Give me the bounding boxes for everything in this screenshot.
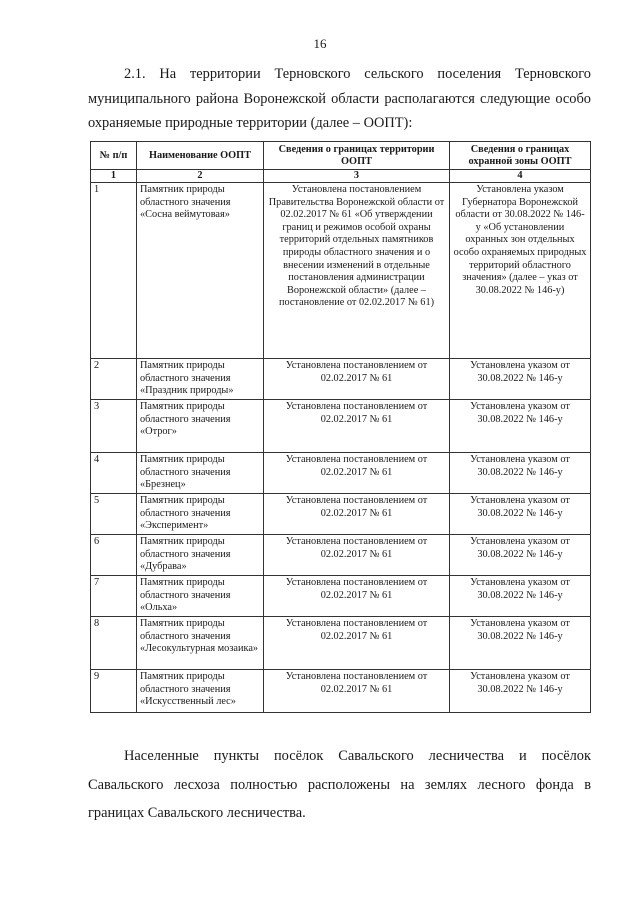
outro-paragraph: Населенные пункты посёлок Савальского лесничества и посёлок Савальского лесхоза полностью расположены на землях лесного фонда в границах Савальского лесничества. [88,748,591,821]
cell-name: Памятник природы областного значения «Сосна веймутовая» [137,183,264,359]
cell-territory: Установлена постановлением от 02.02.2017 № 61 [264,535,450,576]
cell-name: Памятник природы областного значения «Дубрава» [137,535,264,576]
cell-territory: Установлена постановлением от 02.02.2017 № 61 [264,400,450,453]
cell-zone: Установлена указом от 30.08.2022 № 146-у [450,453,591,494]
table-row [91,400,591,453]
cell-number: 5 [91,494,137,535]
cell-territory: Установлена постановлением от 02.02.2017 № 61 [264,453,450,494]
table-body [91,183,591,713]
table-row [91,535,591,576]
table-header-row [91,142,591,170]
cell-number: 9 [91,670,137,713]
cell-zone: Установлена указом от 30.08.2022 № 146-у [450,670,591,713]
table-row [91,359,591,400]
table-row [91,617,591,670]
table-row [91,453,591,494]
header-zone: Сведения о границах охранной зоны ООПТ [450,142,591,170]
cell-territory: Установлена постановлением от 02.02.2017 № 61 [264,617,450,670]
header-territory: Сведения о границах территории ООПТ [264,142,450,170]
table-row [91,183,591,359]
header-num: № п/п [91,142,137,170]
cell-number: 1 [91,183,137,359]
intro-paragraph: 2.1. На территории Терновского сельского поселения Терновского муниципального района Воронежской области располагаются следующие особо охраняемые природные территории (далее – ООПТ): [88,66,591,131]
cell-zone: Установлена указом от 30.08.2022 № 146-у [450,617,591,670]
cell-zone: Установлена указом от 30.08.2022 № 146-у [450,494,591,535]
cell-name: Памятник природы областного значения «Лесокультурная мозаика» [137,617,264,670]
column-number-row [91,170,591,183]
cell-name: Памятник природы областного значения «Ольха» [137,576,264,617]
table-row [91,670,591,713]
cell-territory: Установлена постановлением от 02.02.2017 № 61 [264,670,450,713]
cell-zone: Установлена указом от 30.08.2022 № 146-у [450,535,591,576]
cell-number: 7 [91,576,137,617]
cell-territory: Установлена постановлением от 02.02.2017 № 61 [264,494,450,535]
header-name: Наименование ООПТ [137,142,264,170]
cell-number: 8 [91,617,137,670]
cell-number: 2 [91,359,137,400]
column-number: 2 [137,170,264,183]
cell-name: Памятник природы областного значения «Эксперимент» [137,494,264,535]
cell-zone: Установлена указом от 30.08.2022 № 146-у [450,359,591,400]
cell-name: Памятник природы областного значения «Искусственный лес» [137,670,264,713]
cell-zone: Установлена указом Губернатора Воронежской области от 30.08.2022 № 146-у «Об установлении охранных зон отдельных особо охраняемых природных территорий областного значения» (далее – указ от 30.08.2022 № 146-у) [450,183,591,359]
cell-number: 6 [91,535,137,576]
table-row [91,494,591,535]
cell-name: Памятник природы областного значения «Отрог» [137,400,264,453]
oopt-table [90,141,591,713]
column-number: 1 [91,170,137,183]
cell-zone: Установлена указом от 30.08.2022 № 146-у [450,576,591,617]
cell-name: Памятник природы областного значения «Брезнец» [137,453,264,494]
page-number: 16 [313,36,327,51]
cell-territory: Установлена постановлением от 02.02.2017 № 61 [264,576,450,617]
cell-name: Памятник природы областного значения «Праздник природы» [137,359,264,400]
cell-number: 4 [91,453,137,494]
column-number: 3 [264,170,450,183]
cell-territory: Установлена постановлением Правительства Воронежской области от 02.02.2017 № 61 «Об утверждении границ и режимов особой охраны территорий отдельных памятников природы областного значения и о внесении изменений в отдельные постановления администрации Воронежской области» (далее – постановление от 02.02.2017 № 61) [264,183,450,359]
cell-zone: Установлена указом от 30.08.2022 № 146-у [450,400,591,453]
cell-territory: Установлена постановлением от 02.02.2017 № 61 [264,359,450,400]
table-row [91,576,591,617]
column-number: 4 [450,170,591,183]
cell-number: 3 [91,400,137,453]
